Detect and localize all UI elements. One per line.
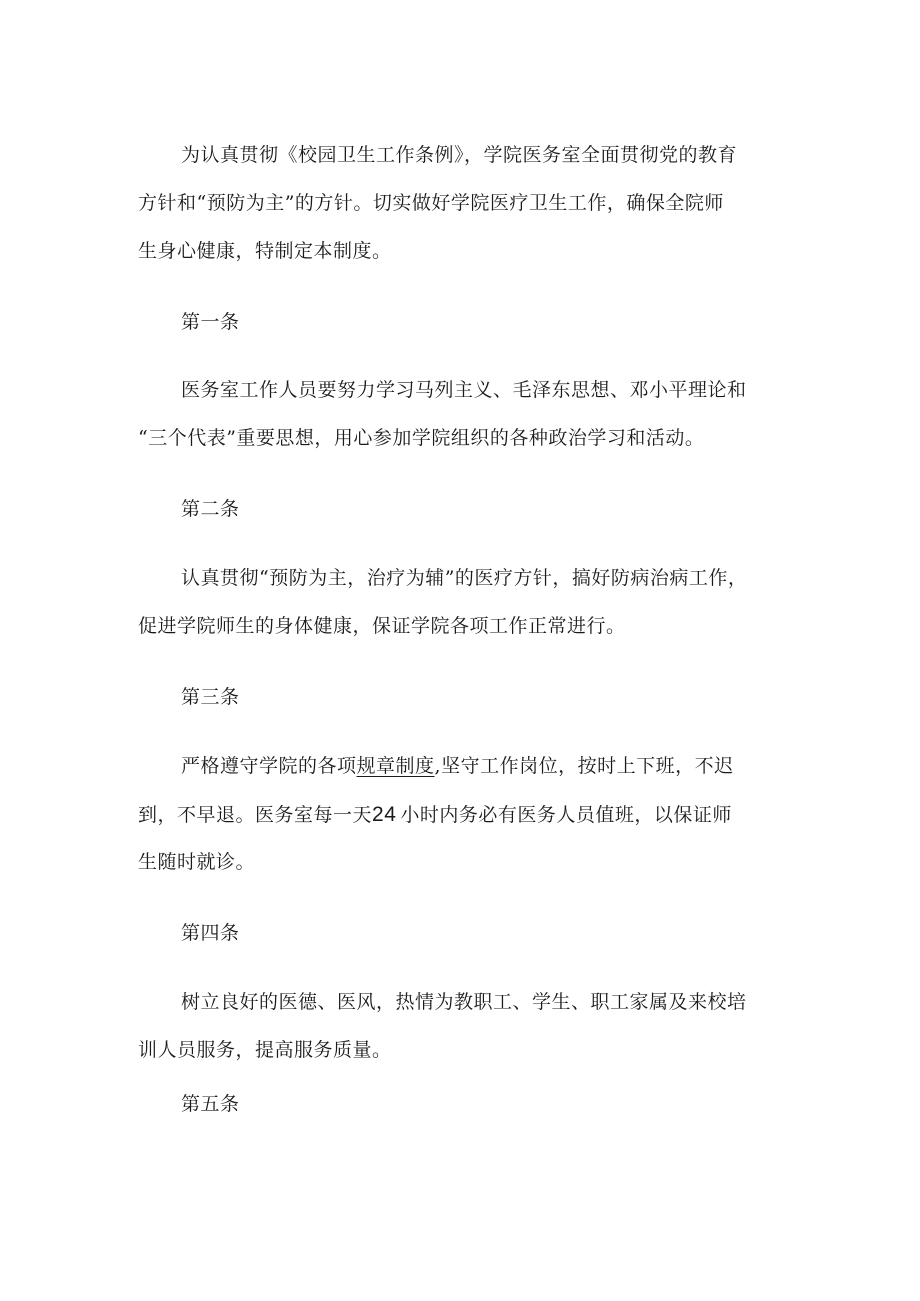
intro-line-2: 方针和“预防为主”的方针。切实做好学院医疗卫生工作，确保全院师 bbox=[138, 192, 724, 214]
article-3-line-2-end: 小时内务必有医务人员值班，以保证师 bbox=[400, 804, 732, 826]
article-4-line-1: 树立良好的医德、医风，热情为教职工、学生、职工家属及来校培 bbox=[181, 991, 747, 1013]
article-1-line-2: “三个代表”重要思想，用心参加学院组织的各种政治学习和活动。 bbox=[138, 427, 705, 449]
article-3-line-1 bbox=[138, 747, 790, 786]
article-3-line-3: 生随时就诊。 bbox=[138, 851, 256, 873]
article-3-line-2 bbox=[138, 795, 790, 834]
article-4-title: 第四条 bbox=[181, 922, 240, 944]
article-3-title: 第三条 bbox=[181, 686, 240, 708]
article-1-line-1: 医务室工作人员要努力学习马列主义、毛泽东思想、邓小平理论和 bbox=[181, 379, 747, 401]
article-3-line-1-start: 严格遵守学院的各项 bbox=[181, 755, 357, 777]
intro-paragraph bbox=[138, 136, 790, 271]
article-2-line-1: 认真贯彻“预防为主，治疗为辅”的医疗方针，搞好防病治病工作， bbox=[181, 567, 748, 589]
article-4-paragraph bbox=[138, 983, 790, 1070]
article-2-paragraph bbox=[138, 559, 790, 646]
article-2-line-2: 促进学院师生的身体健康，保证学院各项工作正常进行。 bbox=[138, 615, 626, 637]
intro-line-1: 为认真贯彻《校园卫生工作条例》，学院医务室全面贯彻党的教育 bbox=[181, 144, 738, 166]
article-3-paragraph bbox=[138, 747, 790, 882]
article-5-title: 第五条 bbox=[181, 1093, 240, 1115]
article-3-line-2-start: 到，不早退。医务室每一天 bbox=[138, 804, 373, 826]
article-1-paragraph bbox=[138, 371, 790, 458]
article-3-line-1-end: ,坚守工作岗位，按时上下班，不迟 bbox=[434, 755, 734, 777]
article-1-title: 第一条 bbox=[181, 311, 240, 333]
article-4-line-2: 训人员服务，提高服务质量。 bbox=[138, 1039, 392, 1061]
article-2-title: 第二条 bbox=[181, 498, 240, 520]
intro-line-3: 生身心健康，特制定本制度。 bbox=[138, 240, 392, 262]
regulations-link[interactable]: 规章制度 bbox=[356, 755, 435, 777]
hours-number: 24 bbox=[372, 803, 397, 826]
